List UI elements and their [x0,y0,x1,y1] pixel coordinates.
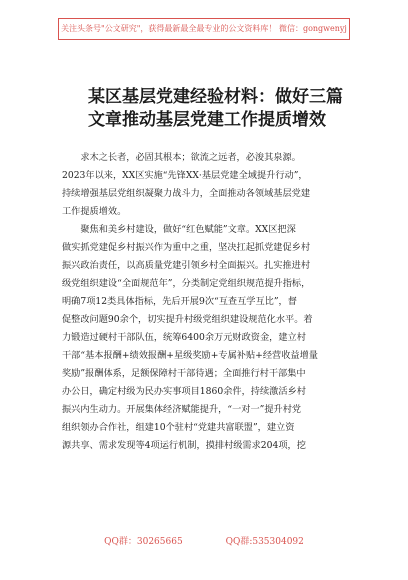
footer [0,534,408,547]
body-line: 工作提质增效。 [62,206,127,217]
document-body [62,149,348,455]
body-line: 持续增强基层党组织凝聚力战斗力，全面推动各领域基层党建 [62,188,311,199]
body-line: 办公日，确定村级为民办实事项目1860余件，持续激活乡村 [62,386,306,397]
body-line: 力锻造过硬村干部队伍，统筹6400余万元财政资金，建立村 [62,332,306,343]
body-line: 振兴政治责任，以高质量党建引领乡村全面振兴。扎实推进村 [62,260,311,271]
body-line: 聚焦和美乡村建设，做好“红色赋能”文章。XX区把深 [62,224,296,235]
body-line: 组织领办合作社，组建10个驻村“党建共富联盟”，建立资 [62,422,295,433]
header-banner: 关注头条号"公文研究"，获得最新最全最专业的公文资料库！ 微信：gongwenyj [58,18,350,40]
body-line: 源共享、需求发现等4项运行机制，摸排村级需求204项，挖 [62,440,306,451]
document-title [88,86,358,132]
footer-qq-group-2: QQ群:535304092 [225,537,304,547]
body-line: 明确7项12类具体指标，先后开展9次“互查互学互比”，督 [62,296,297,307]
body-line: 做实抓党建促乡村振兴作为重中之重，坚决扛起抓党建促乡村 [62,242,311,253]
footer-qq-group-1: QQ群：30265665 [104,537,183,547]
body-line: 振兴内生动力。开展集体经济赋能提升，“一对一”提升村党 [62,404,302,415]
body-line: 促整改问题90余个，切实提升村级党组织建设规范化水平。着 [62,314,313,325]
body-line: 级党组织建设“全面规范年”，分类制定党组织规范提升指标， [62,278,311,289]
body-line: 求木之长者，必固其根本；欲流之远者，必浚其泉源。 [62,152,301,163]
body-line: 2023年以来，XX区实施“先锋XX·基层党建全域提升行动”， [62,170,308,181]
title-line-2: 文章推动基层党建工作提质增效 [88,110,326,130]
body-line: 奖励”报酬体系，足额保障村干部待遇；全面推行村干部集中 [62,368,306,379]
body-line: 干部“基本报酬+绩效报酬+星级奖励+专属补贴+经营收益增量 [62,350,318,361]
title-line-1: 某区基层党建经验材料：做好三篇 [88,87,343,107]
